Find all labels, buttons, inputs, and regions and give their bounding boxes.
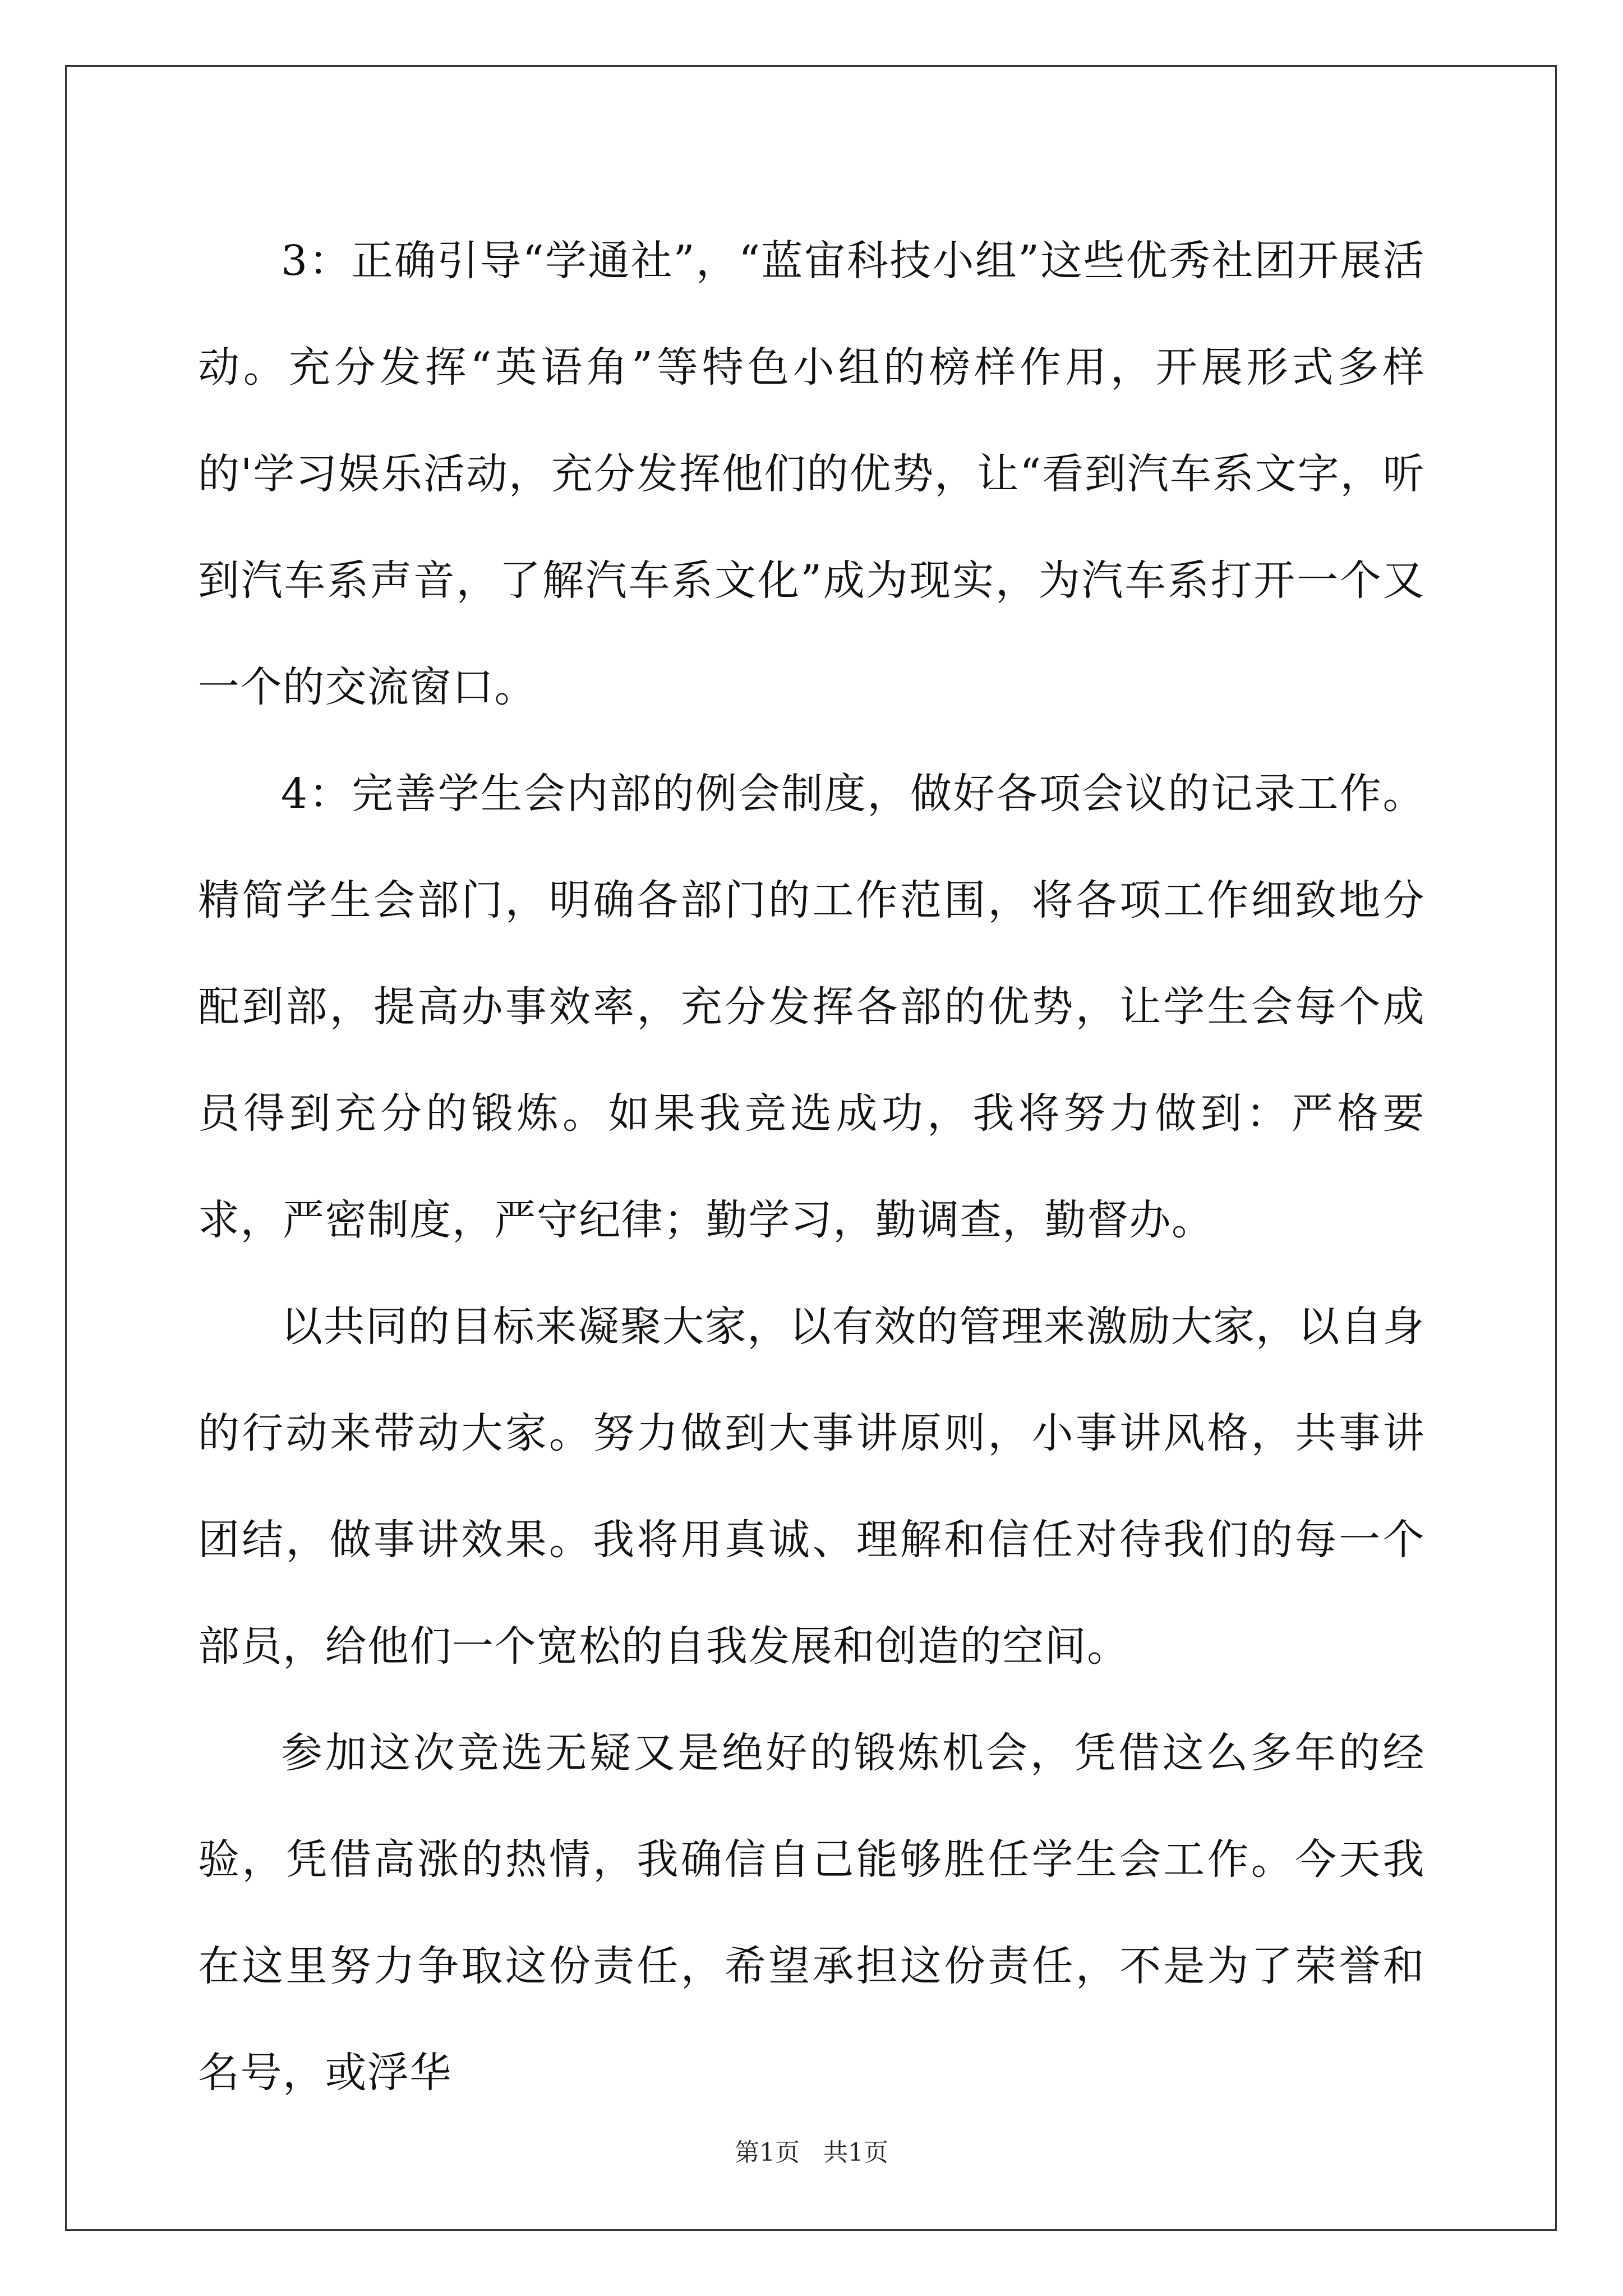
page-number: 第1页 bbox=[735, 2138, 800, 2167]
paragraph-3: 3：正确引导“学通社”，“蓝宙科技小组”这些优秀社团开展活动。充分发挥“英语角”等特色小组的榜样作用，开展形式多样的'学习娱乐活动，充分发挥他们的优势，让“看到汽车系文字，听到汽车系声音，了解汽车系文化”成为现实，为汽车系打开一个又一个的交流窗口。 bbox=[198, 237, 1425, 711]
page-footer bbox=[0, 2136, 1623, 2170]
page-total: 共1页 bbox=[823, 2138, 888, 2167]
document-body bbox=[198, 208, 1425, 2126]
paragraph-goals: 以共同的目标来凝聚大家，以有效的管理来激励大家，以自身的行动来带动大家。努力做到大事讲原则，小事讲风格，共事讲团结，做事讲效果。我将用真诚、理解和信任对待我们的每一个部员，给他们一个宽松的自我发展和创造的空间。 bbox=[198, 1303, 1425, 1671]
paragraph-election: 参加这次竞选无疑又是绝好的锻炼机会，凭借这么多年的经验，凭借高涨的热情，我确信自己能够胜任学生会工作。今天我在这里努力争取这份责任，希望承担这份责任，不是为了荣誉和名号，或浮华 bbox=[198, 1729, 1425, 2097]
paragraph-4: 4：完善学生会内部的例会制度，做好各项会议的记录工作。精简学生会部门，明确各部门的工作范围，将各项工作细致地分配到部，提高办事效率，充分发挥各部的优势，让学生会每个成员得到充分的锻炼。如果我竞选成功，我将努力做到：严格要求，严密制度，严守纪律；勤学习，勤调查，勤督办。 bbox=[198, 770, 1425, 1244]
